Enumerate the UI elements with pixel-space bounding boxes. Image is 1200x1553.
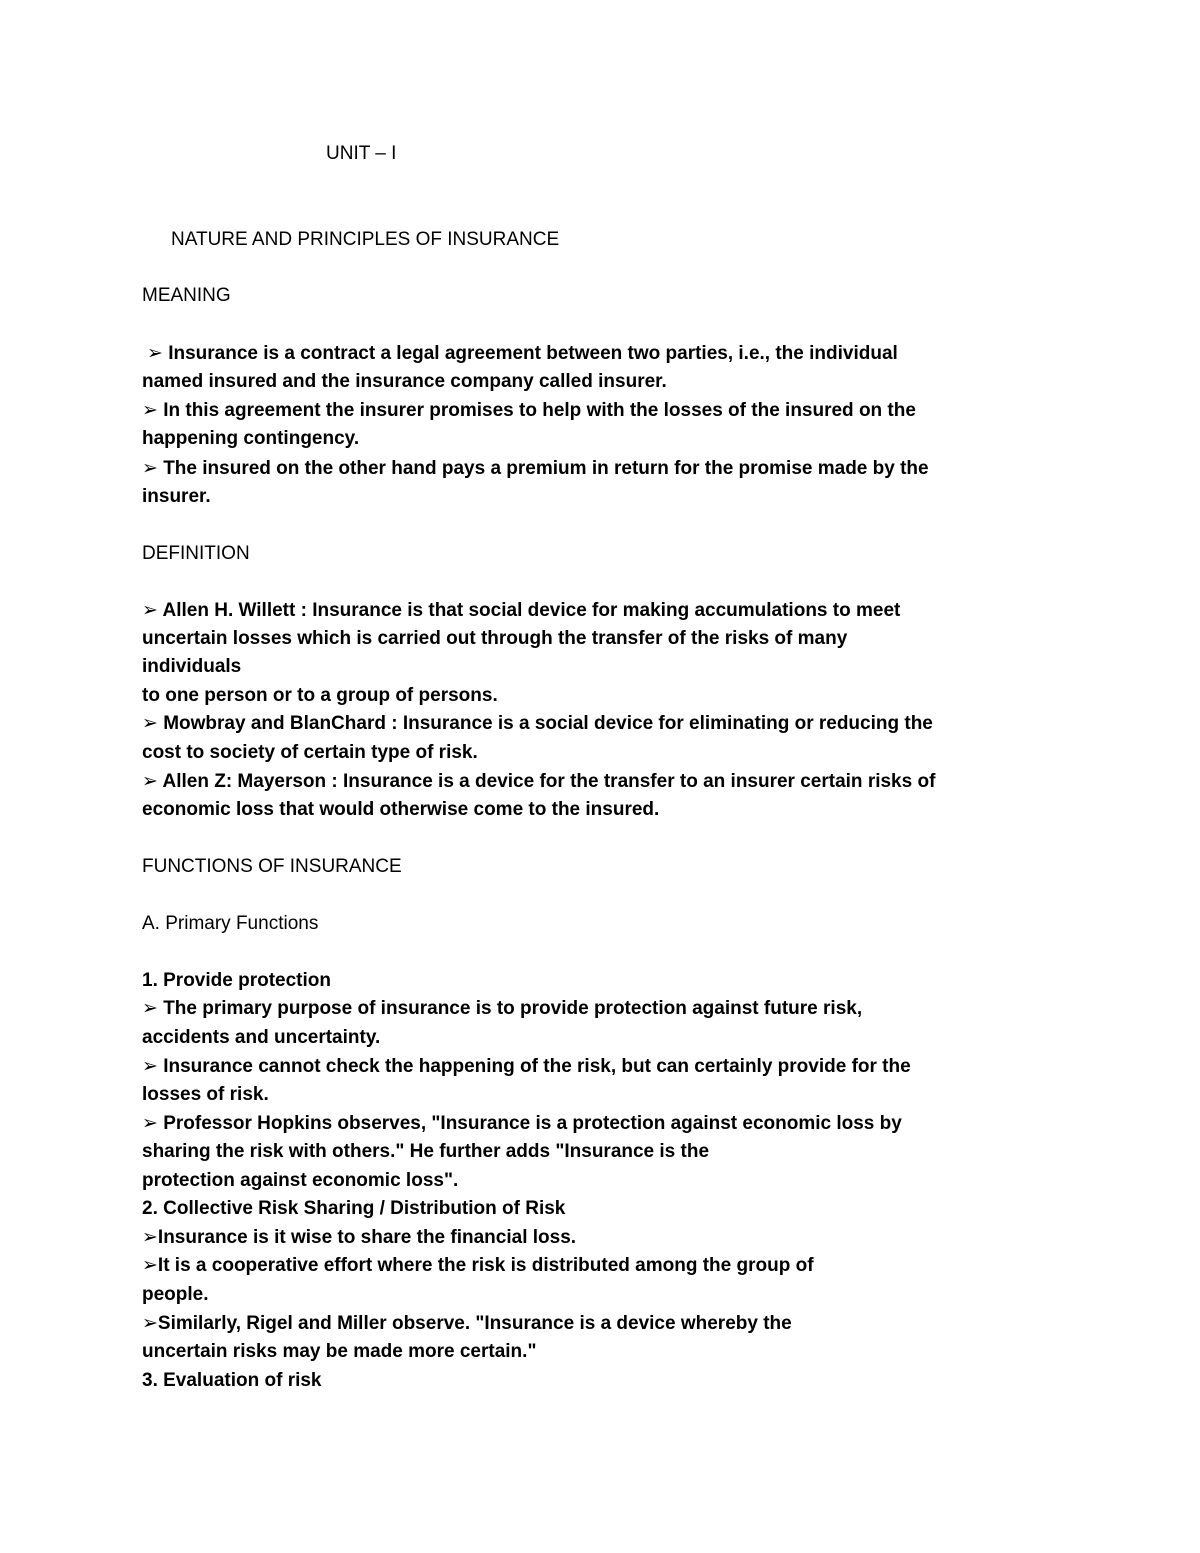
functions-line: sharing the risk with others." He further adds "Insurance is the [142,1141,710,1162]
functions-line: losses of risk. [142,1084,269,1105]
functions-heading: FUNCTIONS OF INSURANCE [142,856,402,877]
functions-line: 3. Evaluation of risk [142,1370,322,1391]
meaning-line: ➢ In this agreement the insurer promises to help with the losses of the insured on the [142,400,916,421]
functions-line: accidents and uncertainty. [142,1027,381,1048]
functions-line: 1. Provide protection [142,970,331,991]
definition-line: ➢ Mowbray and BlanChard : Insurance is a social device for eliminating or reducing the [142,713,933,734]
functions-line: ➢It is a cooperative effort where the risk is distributed among the group of [142,1255,814,1276]
unit-title: UNIT – I [326,143,397,164]
functions-line: ➢Similarly, Rigel and Miller observe. "Insurance is a device whereby the [142,1313,792,1334]
definition-line: ➢ Allen Z: Mayerson : Insurance is a device for the transfer to an insurer certain risks of [142,771,936,792]
meaning-heading: MEANING [142,285,231,306]
meaning-line: named insured and the insurance company called insurer. [142,371,667,392]
functions-line: 2. Collective Risk Sharing / Distribution of Risk [142,1198,566,1219]
functions-line: ➢ Insurance cannot check the happening of the risk, but can certainly provide for the [142,1056,911,1077]
functions-line: ➢ Professor Hopkins observes, "Insurance is a protection against economic loss by [142,1113,902,1134]
functions-line: uncertain risks may be made more certain." [142,1341,537,1362]
functions-subheading: A. Primary Functions [142,913,319,934]
meaning-line: insurer. [142,486,211,507]
meaning-line: ➢ The insured on the other hand pays a premium in return for the promise made by the [142,458,929,479]
definition-line: to one person or to a group of persons. [142,685,498,706]
definition-line: cost to society of certain type of risk. [142,742,478,763]
definition-line: individuals [142,656,242,677]
definition-heading: DEFINITION [142,543,250,564]
functions-line: protection against economic loss". [142,1170,459,1191]
definition-line: ➢ Allen H. Willett : Insurance is that social device for making accumulations to meet [142,600,901,621]
definition-line: economic loss that would otherwise come to the insured. [142,799,660,820]
functions-line: people. [142,1284,209,1305]
meaning-line: ➢ Insurance is a contract a legal agreement between two parties, i.e., the individual [147,343,898,364]
functions-line: ➢Insurance is it wise to share the financial loss. [142,1227,577,1248]
meaning-line: happening contingency. [142,428,360,449]
functions-line: ➢ The primary purpose of insurance is to provide protection against future risk, [142,998,863,1019]
chapter-title: NATURE AND PRINCIPLES OF INSURANCE [171,229,560,250]
definition-line: uncertain losses which is carried out through the transfer of the risks of many [142,628,848,649]
